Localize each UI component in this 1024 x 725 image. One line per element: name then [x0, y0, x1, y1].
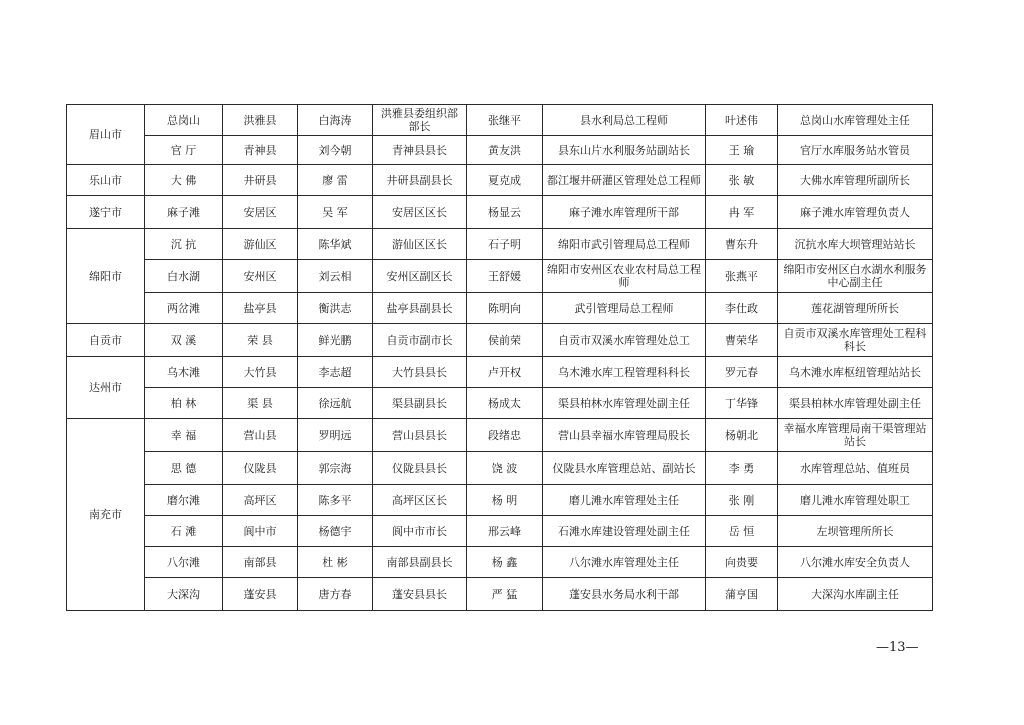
gov-responsible-title-cell: 安居区区长: [373, 196, 467, 229]
patrol-responsible-title-cell: 沉抗水库大坝管理站站长: [778, 229, 933, 260]
city-cell: 眉山市: [67, 105, 145, 165]
tech-responsible-title-cell: 蓬安县水务局水利干部: [543, 578, 706, 611]
patrol-responsible-name-cell: 张燕平: [706, 260, 778, 293]
tech-responsible-title-cell: 都江堰井研灌区管理处总工程师: [543, 165, 706, 196]
tech-responsible-name-cell: 石子明: [467, 229, 543, 260]
table-row: [67, 578, 933, 611]
gov-responsible-title-cell: 盐亭县副县长: [373, 293, 467, 324]
county-cell: 洪雅县: [223, 105, 298, 136]
table-row: [67, 419, 933, 452]
reservoir-cell: 大 佛: [145, 165, 223, 196]
patrol-responsible-title-cell: 总岗山水库管理处主任: [778, 105, 933, 136]
table-row: [67, 229, 933, 260]
gov-responsible-name-cell: 刘云相: [298, 260, 373, 293]
tech-responsible-name-cell: 杨显云: [467, 196, 543, 229]
tech-responsible-title-cell: 八尔滩水库管理处主任: [543, 547, 706, 578]
page-number: —13—: [876, 640, 919, 655]
tech-responsible-title-cell: 仪陇县水库管理总站、副站长: [543, 452, 706, 485]
gov-responsible-name-cell: 唐方春: [298, 578, 373, 611]
patrol-responsible-name-cell: 张 敏: [706, 165, 778, 196]
gov-responsible-name-cell: 杜 彬: [298, 547, 373, 578]
tech-responsible-title-cell: 自贡市双溪水库管理处总工: [543, 324, 706, 357]
gov-responsible-name-cell: 刘今朝: [298, 136, 373, 165]
reservoir-cell: 思 德: [145, 452, 223, 485]
county-cell: 营山县: [223, 419, 298, 452]
gov-responsible-title-cell: 安州区副区长: [373, 260, 467, 293]
gov-responsible-title-cell: 蓬安县县长: [373, 578, 467, 611]
patrol-responsible-name-cell: 杨朝北: [706, 419, 778, 452]
patrol-responsible-title-cell: 莲花湖管理所所长: [778, 293, 933, 324]
tech-responsible-title-cell: 渠县柏林水库管理处副主任: [543, 388, 706, 419]
tech-responsible-title-cell: 县水利局总工程师: [543, 105, 706, 136]
reservoir-cell: 两岔滩: [145, 293, 223, 324]
tech-responsible-name-cell: 夏克成: [467, 165, 543, 196]
county-cell: 仪陇县: [223, 452, 298, 485]
table-row: [67, 293, 933, 324]
reservoir-cell: 大深沟: [145, 578, 223, 611]
gov-responsible-title-cell: 自贡市副市长: [373, 324, 467, 357]
tech-responsible-name-cell: 段绪忠: [467, 419, 543, 452]
tech-responsible-title-cell: 磨儿滩水库管理处主任: [543, 485, 706, 516]
patrol-responsible-title-cell: 大佛水库管理所副所长: [778, 165, 933, 196]
table-row: [67, 105, 933, 136]
gov-responsible-title-cell: 高坪区区长: [373, 485, 467, 516]
reservoir-cell: 沉 抗: [145, 229, 223, 260]
county-cell: 南部县: [223, 547, 298, 578]
gov-responsible-title-cell: 渠县副县长: [373, 388, 467, 419]
table-row: [67, 357, 933, 388]
tech-responsible-name-cell: 严 猛: [467, 578, 543, 611]
tech-responsible-name-cell: 杨成太: [467, 388, 543, 419]
gov-responsible-name-cell: 鲜光鹏: [298, 324, 373, 357]
tech-responsible-name-cell: 黄友洪: [467, 136, 543, 165]
county-cell: 安居区: [223, 196, 298, 229]
patrol-responsible-name-cell: 丁华锋: [706, 388, 778, 419]
patrol-responsible-title-cell: 左坝管理所所长: [778, 516, 933, 547]
gov-responsible-name-cell: 罗明远: [298, 419, 373, 452]
gov-responsible-name-cell: 徐远航: [298, 388, 373, 419]
tech-responsible-title-cell: 乌木滩水库工程管理科科长: [543, 357, 706, 388]
reservoir-cell: 白水湖: [145, 260, 223, 293]
reservoir-cell: 磨尔滩: [145, 485, 223, 516]
patrol-responsible-name-cell: 王 瑜: [706, 136, 778, 165]
patrol-responsible-title-cell: 八尔滩水库安全负责人: [778, 547, 933, 578]
tech-responsible-name-cell: 陈明向: [467, 293, 543, 324]
tech-responsible-name-cell: 卢开权: [467, 357, 543, 388]
patrol-responsible-name-cell: 曹荣华: [706, 324, 778, 357]
table-row: [67, 196, 933, 229]
gov-responsible-name-cell: 廖 雷: [298, 165, 373, 196]
gov-responsible-name-cell: 吴 军: [298, 196, 373, 229]
table-row: [67, 452, 933, 485]
gov-responsible-title-cell: 大竹县县长: [373, 357, 467, 388]
table-row: [67, 165, 933, 196]
patrol-responsible-name-cell: 张 刚: [706, 485, 778, 516]
patrol-responsible-title-cell: 大深沟水库副主任: [778, 578, 933, 611]
tech-responsible-title-cell: 县东山片水利服务站副站长: [543, 136, 706, 165]
gov-responsible-title-cell: 井研县副县长: [373, 165, 467, 196]
patrol-responsible-name-cell: 冉 军: [706, 196, 778, 229]
gov-responsible-name-cell: 郭宗海: [298, 452, 373, 485]
patrol-responsible-name-cell: 向贵要: [706, 547, 778, 578]
patrol-responsible-name-cell: 李仕政: [706, 293, 778, 324]
gov-responsible-title-cell: 仪陇县县长: [373, 452, 467, 485]
gov-responsible-title-cell: 洪雅县委组织部部长: [373, 105, 467, 136]
county-cell: 蓬安县: [223, 578, 298, 611]
gov-responsible-title-cell: 游仙区区长: [373, 229, 467, 260]
county-cell: 游仙区: [223, 229, 298, 260]
table-row: [67, 516, 933, 547]
patrol-responsible-title-cell: 绵阳市安州区白水湖水利服务中心副主任: [778, 260, 933, 293]
tech-responsible-name-cell: 杨 鑫: [467, 547, 543, 578]
patrol-responsible-title-cell: 幸福水库管理局南干渠管理站站长: [778, 419, 933, 452]
gov-responsible-name-cell: 陈多平: [298, 485, 373, 516]
table-row: [67, 547, 933, 578]
tech-responsible-title-cell: 绵阳市安州区农业农村局总工程师: [543, 260, 706, 293]
patrol-responsible-title-cell: 自贡市双溪水库管理处工程科科长: [778, 324, 933, 357]
gov-responsible-name-cell: 白海涛: [298, 105, 373, 136]
reservoir-cell: 八尔滩: [145, 547, 223, 578]
tech-responsible-title-cell: 麻子滩水库管理所干部: [543, 196, 706, 229]
reservoir-cell: 石 滩: [145, 516, 223, 547]
tech-responsible-name-cell: 侯前荣: [467, 324, 543, 357]
city-cell: 乐山市: [67, 165, 145, 196]
patrol-responsible-name-cell: 岳 恒: [706, 516, 778, 547]
gov-responsible-title-cell: 营山县县长: [373, 419, 467, 452]
patrol-responsible-title-cell: 麻子滩水库管理负责人: [778, 196, 933, 229]
city-cell: 南充市: [67, 419, 145, 611]
patrol-responsible-title-cell: 官厅水库服务站水管员: [778, 136, 933, 165]
county-cell: 青神县: [223, 136, 298, 165]
reservoir-cell: 官 厅: [145, 136, 223, 165]
patrol-responsible-title-cell: 渠县柏林水库管理处副主任: [778, 388, 933, 419]
gov-responsible-name-cell: 杨德宇: [298, 516, 373, 547]
county-cell: 高坪区: [223, 485, 298, 516]
gov-responsible-name-cell: 李志超: [298, 357, 373, 388]
reservoir-cell: 总岗山: [145, 105, 223, 136]
reservoir-cell: 柏 林: [145, 388, 223, 419]
county-cell: 阆中市: [223, 516, 298, 547]
gov-responsible-title-cell: 南部县副县长: [373, 547, 467, 578]
reservoir-cell: 乌木滩: [145, 357, 223, 388]
city-cell: 绵阳市: [67, 229, 145, 324]
tech-responsible-name-cell: 张继平: [467, 105, 543, 136]
tech-responsible-name-cell: 王舒媛: [467, 260, 543, 293]
tech-responsible-title-cell: 绵阳市武引管理局总工程师: [543, 229, 706, 260]
tech-responsible-name-cell: 饶 波: [467, 452, 543, 485]
reservoir-cell: 双 溪: [145, 324, 223, 357]
tech-responsible-title-cell: 武引管理局总工程师: [543, 293, 706, 324]
table-row: [67, 388, 933, 419]
city-cell: 遂宁市: [67, 196, 145, 229]
patrol-responsible-name-cell: 曹东升: [706, 229, 778, 260]
gov-responsible-title-cell: 阆中市市长: [373, 516, 467, 547]
patrol-responsible-name-cell: 叶述伟: [706, 105, 778, 136]
gov-responsible-name-cell: 衡洪志: [298, 293, 373, 324]
gov-responsible-name-cell: 陈华斌: [298, 229, 373, 260]
county-cell: 荣 县: [223, 324, 298, 357]
table-row: [67, 260, 933, 293]
county-cell: 井研县: [223, 165, 298, 196]
patrol-responsible-name-cell: 罗元春: [706, 357, 778, 388]
table-row: [67, 324, 933, 357]
patrol-responsible-title-cell: 磨儿滩水库管理处职工: [778, 485, 933, 516]
county-cell: 渠 县: [223, 388, 298, 419]
table-row: [67, 485, 933, 516]
tech-responsible-name-cell: 邢云峰: [467, 516, 543, 547]
reservoir-cell: 麻子滩: [145, 196, 223, 229]
tech-responsible-title-cell: 营山县幸福水库管理局股长: [543, 419, 706, 452]
patrol-responsible-name-cell: 李 勇: [706, 452, 778, 485]
patrol-responsible-title-cell: 水库管理总站、值班员: [778, 452, 933, 485]
patrol-responsible-name-cell: 蒲亨国: [706, 578, 778, 611]
gov-responsible-title-cell: 青神县县长: [373, 136, 467, 165]
county-cell: 大竹县: [223, 357, 298, 388]
reservoir-cell: 幸 福: [145, 419, 223, 452]
county-cell: 盐亭县: [223, 293, 298, 324]
table-row: [67, 136, 933, 165]
patrol-responsible-title-cell: 乌木滩水库枢纽管理站站长: [778, 357, 933, 388]
county-cell: 安州区: [223, 260, 298, 293]
tech-responsible-name-cell: 杨 明: [467, 485, 543, 516]
city-cell: 达州市: [67, 357, 145, 419]
reservoir-responsibility-table: [66, 104, 933, 611]
city-cell: 自贡市: [67, 324, 145, 357]
tech-responsible-title-cell: 石滩水库建设管理处副主任: [543, 516, 706, 547]
